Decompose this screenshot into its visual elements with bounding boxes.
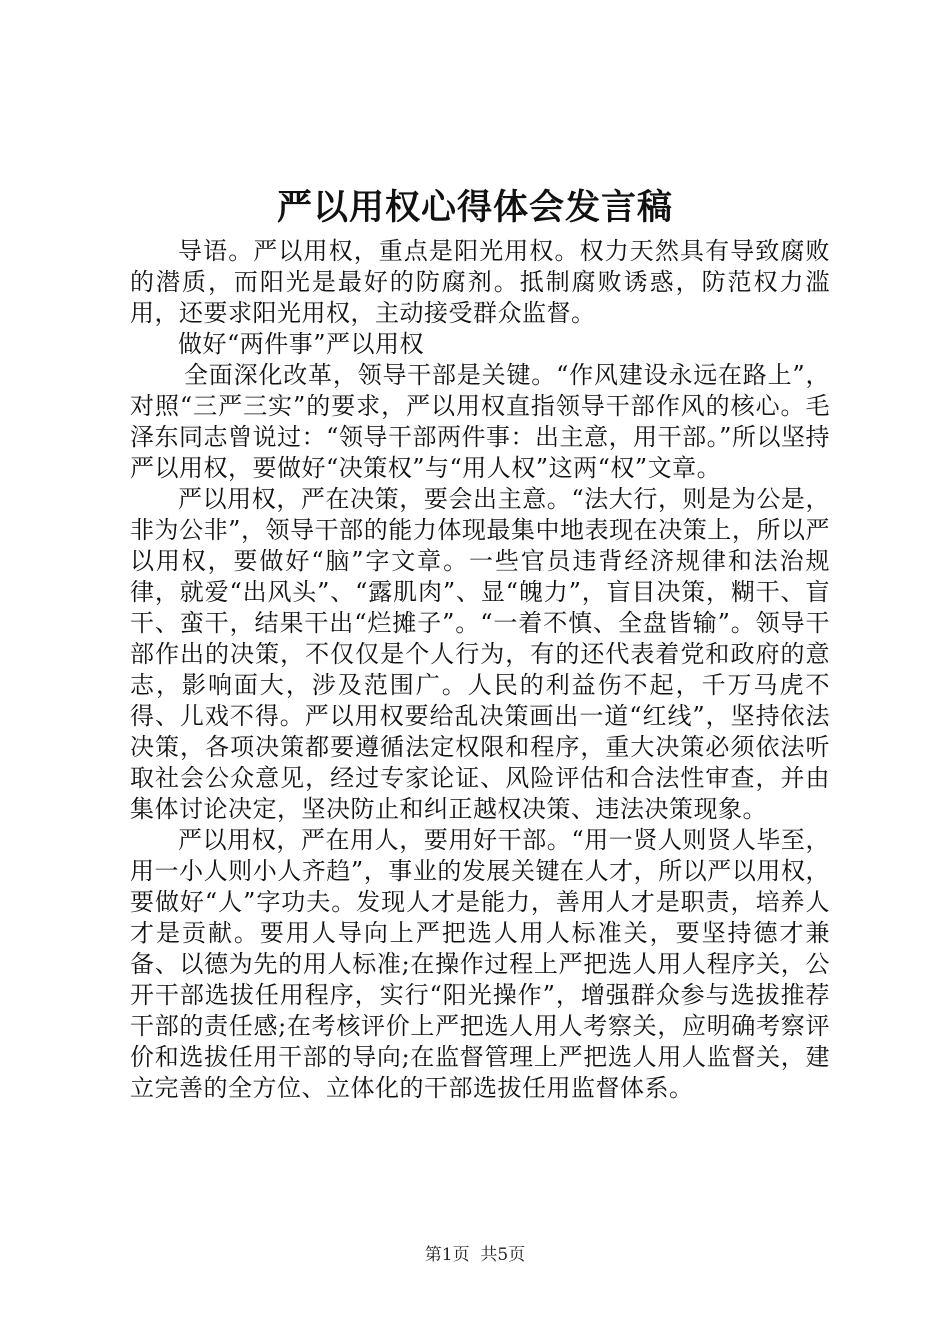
page-footer xyxy=(0,1244,950,1266)
paragraph-subheading: 做好“两件事”严以用权 xyxy=(178,330,425,358)
paragraph-personnel: 严以用权，严在用人，要用好干部。“用一贤人则贤人毕至，用一小人则小人齐趋”，事业的发展关键在人才，所以严以用权，要做好“人”字功夫。发现人才是能力，善用人才是职责，培养人才是贡献。要用人导向上严把选人用人标准关，要坚持德才兼备、以德为先的用人标准;在操作过程上严把选人用人程序关，公开干部选拔任用程序，实行“阳光操作”，增强群众参与选拔推荐干部的责任感;在考核评价上严把选人用人考察关，应明确考察评价和选拔任用干部的导向;在监督管理上严把选人用人监督关，建立完善的全方位、立体化的干部选拔任用监督体系。 xyxy=(130,826,830,1102)
document-title: 严以用权心得体会发言稿 xyxy=(276,187,673,228)
paragraph-reform: 全面深化改革，领导干部是关键。“作风建设永远在路上”，对照“三严三实”的要求，严以用权直指领导干部作风的核心。毛泽东同志曾说过：“领导干部两件事：出主意，用干部。”所以坚持严以用权，要做好“决策权”与“用人权”这两“权”文章。 xyxy=(130,361,830,482)
page-number-label: 第1页 共5页 xyxy=(424,1245,526,1265)
paragraph-intro: 导语。严以用权，重点是阳光用权。权力天然具有导致腐败的潜质，而阳光是最好的防腐剂。抵制腐败诱惑，防范权力滥用，还要求阳光用权，主动接受群众监督。 xyxy=(130,237,830,327)
paragraph-decision: 严以用权，严在决策，要会出主意。“法大行，则是为公是，非为公非”，领导干部的能力体现最集中地表现在决策上，所以严以用权，要做好“脑”字文章。一些官员违背经济规律和法治规律，就爱“出风头”、“露肌肉”、显“魄力”，盲目决策，糊干、盲干、蛮干，结果干出“烂摊子”。“一着不慎、全盘皆输”。领导干部作出的决策，不仅仅是个人行为，有的还代表着党和政府的意志，影响面大，涉及范围广。人民的利益伤不起，千万马虎不得、儿戏不得。严以用权要给乱决策画出一道“红线”，坚持依法决策，各项决策都要遵循法定权限和程序，重大决策必须依法听取社会公众意见，经过专家论证、风险评估和合法性审查，并由集体讨论决定，坚决防止和纠正越权决策、违法决策现象。 xyxy=(130,485,830,823)
document-body xyxy=(130,236,830,1104)
